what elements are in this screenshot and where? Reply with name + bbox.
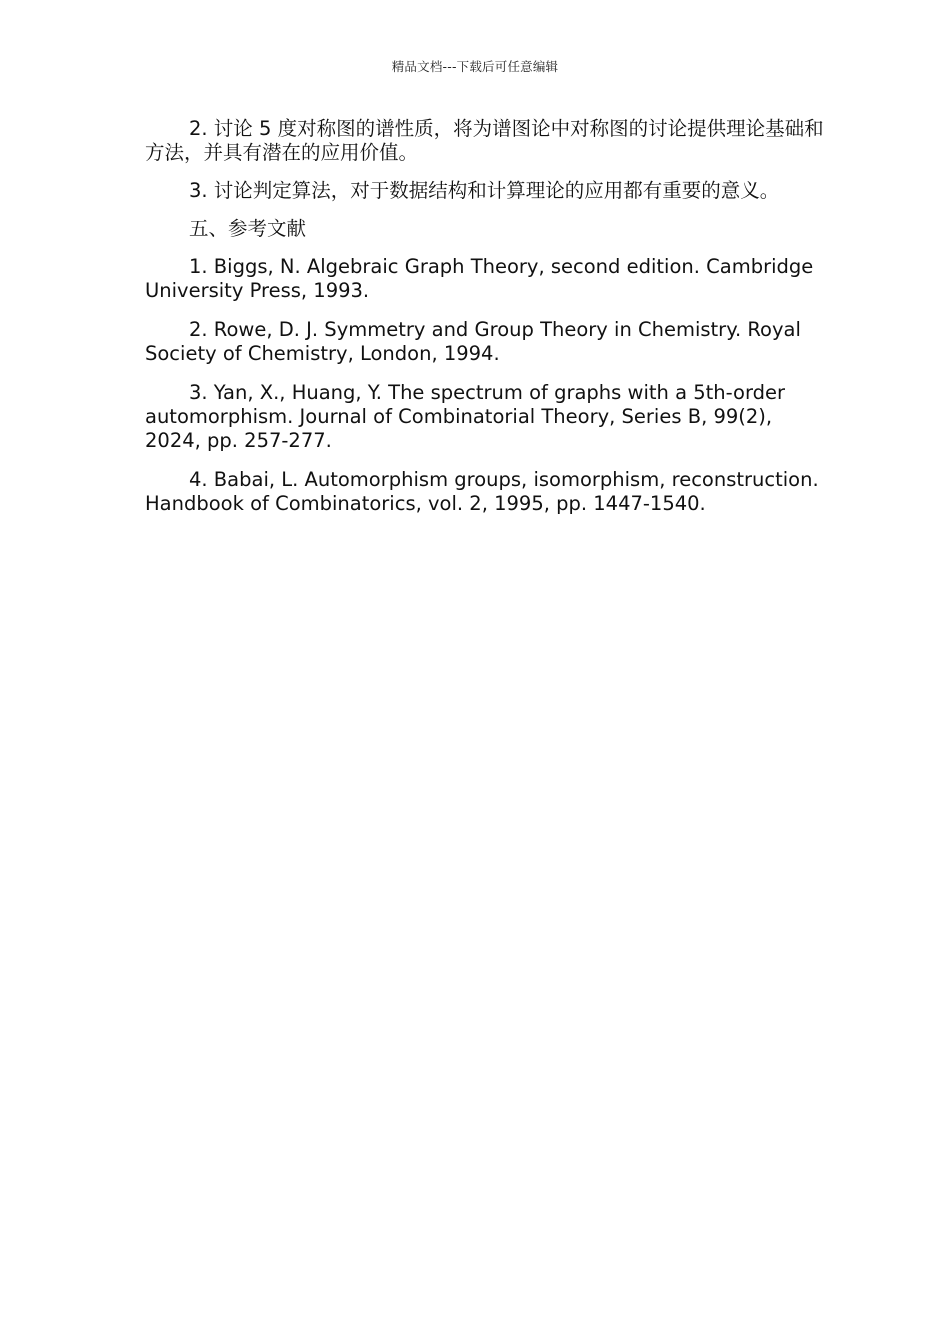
reference-item-2: 2. Rowe, D. J. Symmetry and Group Theory in Chemistry. Royal Society of Chemistry, London, 1994.	[145, 318, 801, 365]
reference-item-4: 4. Babai, L. Automorphism groups, isomorphism, reconstruction. Handbook of Combinatorics, vol. 2, 1995, pp. 1447-1540.	[145, 468, 819, 515]
document-body	[145, 117, 825, 531]
reference-item-1: 1. Biggs, N. Algebraic Graph Theory, second edition. Cambridge University Press, 1993.	[145, 255, 814, 302]
section-heading-references: 五、参考文献	[189, 217, 307, 240]
reference-item-3: 3. Yan, X., Huang, Y. The spectrum of graphs with a 5th-order automorphism. Journal of Combinatorial Theory, Series B, 99(2), 2024, pp. 257-277.	[145, 381, 786, 452]
page-header: 精品文档---下载后可任意编辑	[391, 59, 559, 74]
paragraph-decision-algorithm: 3. 讨论判定算法，对于数据结构和计算理论的应用都有重要的意义。	[189, 179, 780, 202]
paragraph-spectral-properties: 2. 讨论 5 度对称图的谱性质，将为谱图论中对称图的讨论提供理论基础和方法，并具有潜在的应用价值。	[145, 117, 824, 164]
